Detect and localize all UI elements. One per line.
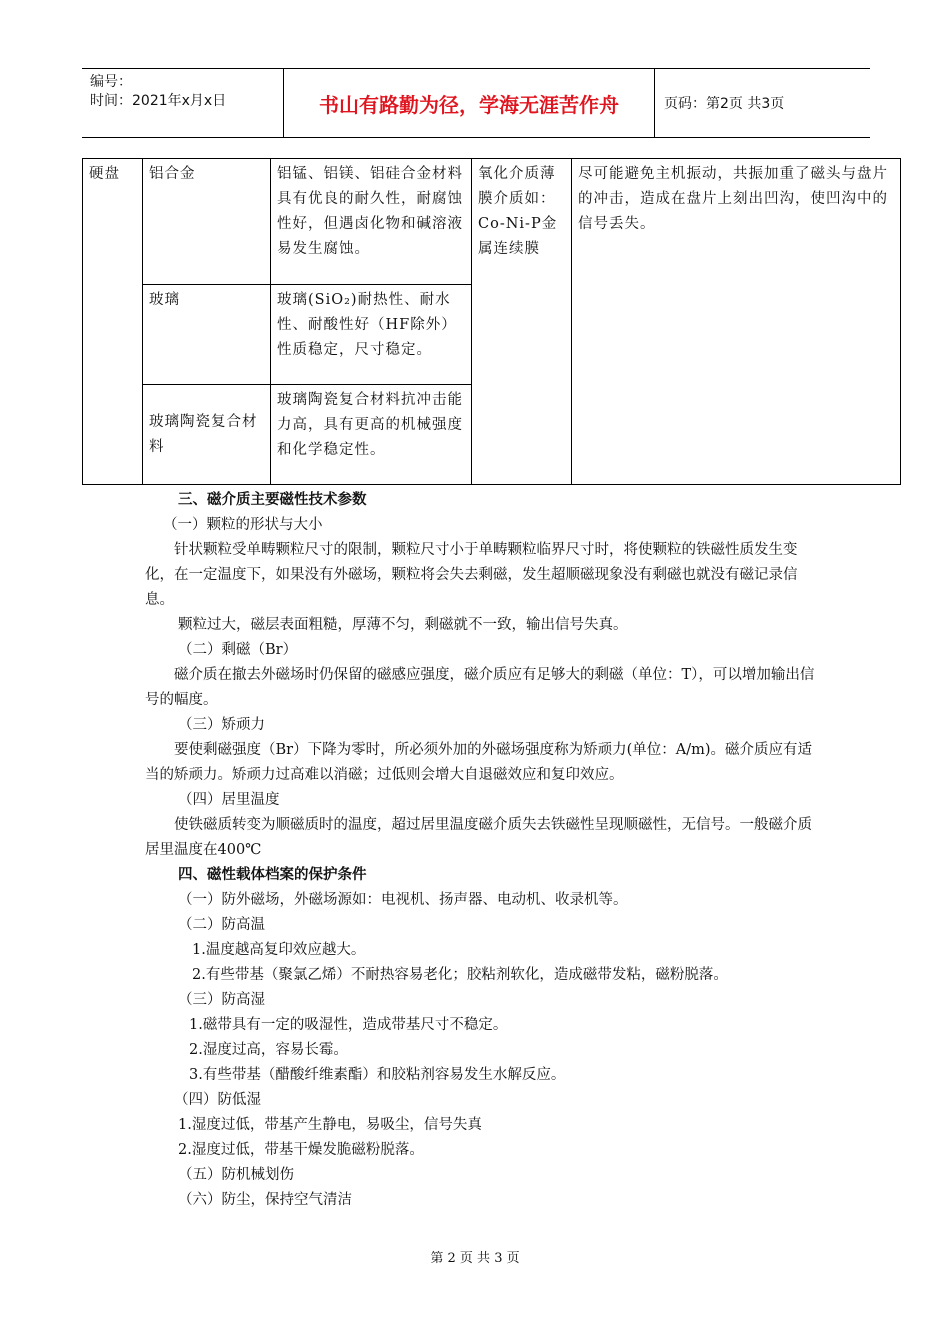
list-item: 2.有些带基（聚氯乙烯）不耐热容易老化；胶粘剂软化，造成磁带发粘，磁粉脱落。	[192, 967, 728, 983]
disk-materials-table	[82, 158, 901, 485]
header-page-number: 页码：第2页 共3页	[664, 96, 785, 112]
table-cell-note: 尽可能避免主机振动，共振加重了磁头与盘片的冲击，造成在盘片上刻出凹沟，使凹沟中的信号丢失。	[572, 159, 901, 485]
page-header	[82, 68, 870, 138]
table-cell-medium: 氧化介质薄膜介质如：Co-Ni-P金属连续膜	[472, 159, 572, 485]
section-heading: 四、磁性载体档案的保护条件	[178, 867, 367, 883]
list-item: 1.温度越高复印效应越大。	[192, 942, 366, 958]
subsection-heading: （三）防高湿	[178, 992, 265, 1008]
subsection-heading: （一）颗粒的形状与大小	[163, 517, 323, 533]
paragraph: 磁介质在撤去外磁场时仍保留的磁感应强度，磁介质应有足够大的剩磁（单位：T），可以增加输出信号的幅度。	[145, 667, 815, 708]
paragraph: 针状颗粒受单畴颗粒尺寸的限制，颗粒尺寸小于单畴颗粒临界尺寸时，将使颗粒的铁磁性质发生变化，在一定温度下，如果没有外磁场，颗粒将会失去剩磁，发生超顺磁现象没有剩磁也就没有磁记录信息。	[145, 542, 798, 608]
table-cell-material: 玻璃	[143, 285, 271, 385]
table-cell-category: 硬盘	[83, 159, 143, 485]
number-label: 编号：	[90, 74, 132, 90]
list-item: 2.湿度过高，容易长霉。	[189, 1042, 348, 1058]
list-item: 1.湿度过低，带基产生静电，易吸尘，信号失真	[178, 1117, 482, 1133]
subsection-heading: （四）居里温度	[178, 792, 280, 808]
table-cell-desc: 玻璃(SiO₂)耐热性、耐水性、耐酸性好（HF除外）性质稳定，尺寸稳定。	[271, 285, 472, 385]
subsection-heading: （三）矫顽力	[178, 717, 265, 733]
section-heading: 三、磁介质主要磁性技术参数	[178, 492, 367, 508]
subsection-heading: （五）防机械划伤	[178, 1167, 294, 1183]
list-item: 2.湿度过低，带基干燥发脆磁粉脱落。	[178, 1142, 424, 1158]
list-item: 3.有些带基（醋酸纤维素酯）和胶粘剂容易发生水解反应。	[189, 1067, 566, 1083]
subsection-heading: （四）防低湿	[174, 1092, 261, 1108]
subsection-heading: （二）剩磁（Br）	[178, 642, 298, 658]
header-divider	[654, 69, 655, 137]
paragraph: 颗粒过大，磁层表面粗糙，厚薄不匀，剩磁就不一致，输出信号失真。	[178, 617, 628, 633]
subsection-heading: （六）防尘，保持空气清洁	[178, 1192, 352, 1208]
list-item: 1.磁带具有一定的吸湿性，造成带基尺寸不稳定。	[189, 1017, 508, 1033]
table-cell-material: 玻璃陶瓷复合材料	[143, 385, 271, 485]
table-cell-desc: 玻璃陶瓷复合材料抗冲击能力高，具有更高的机械强度和化学稳定性。	[271, 385, 472, 485]
table-cell-desc: 铝锰、铝镁、铝硅合金材料具有优良的耐久性，耐腐蚀性好，但遇卤化物和碱溶液易发生腐蚀。	[271, 159, 472, 285]
header-motto: 书山有路勤为径，学海无涯苦作舟	[319, 92, 619, 117]
list-item: （一）防外磁场，外磁场源如：电视机、扬声器、电动机、收录机等。	[178, 892, 628, 908]
document-body	[145, 488, 815, 1213]
subsection-heading: （二）防高温	[178, 917, 265, 933]
table-cell-material: 铝合金	[143, 159, 271, 285]
paragraph: 使铁磁质转变为顺磁质时的温度，超过居里温度磁介质失去铁磁性呈现顺磁性，无信号。一般磁介质居里温度在400℃	[145, 817, 812, 858]
table-row	[83, 159, 901, 285]
page-footer: 第 2 页 共 3 页	[430, 1251, 520, 1266]
paragraph: 要使剩磁强度（Br）下降为零时，所必须外加的外磁场强度称为矫顽力(单位：A/m)。磁介质应有适当的矫顽力。矫顽力过高难以消磁；过低则会增大自退磁效应和复印效应。	[145, 742, 813, 783]
date-label: 时间：2021年x月x日	[90, 93, 227, 109]
header-meta	[82, 69, 290, 141]
